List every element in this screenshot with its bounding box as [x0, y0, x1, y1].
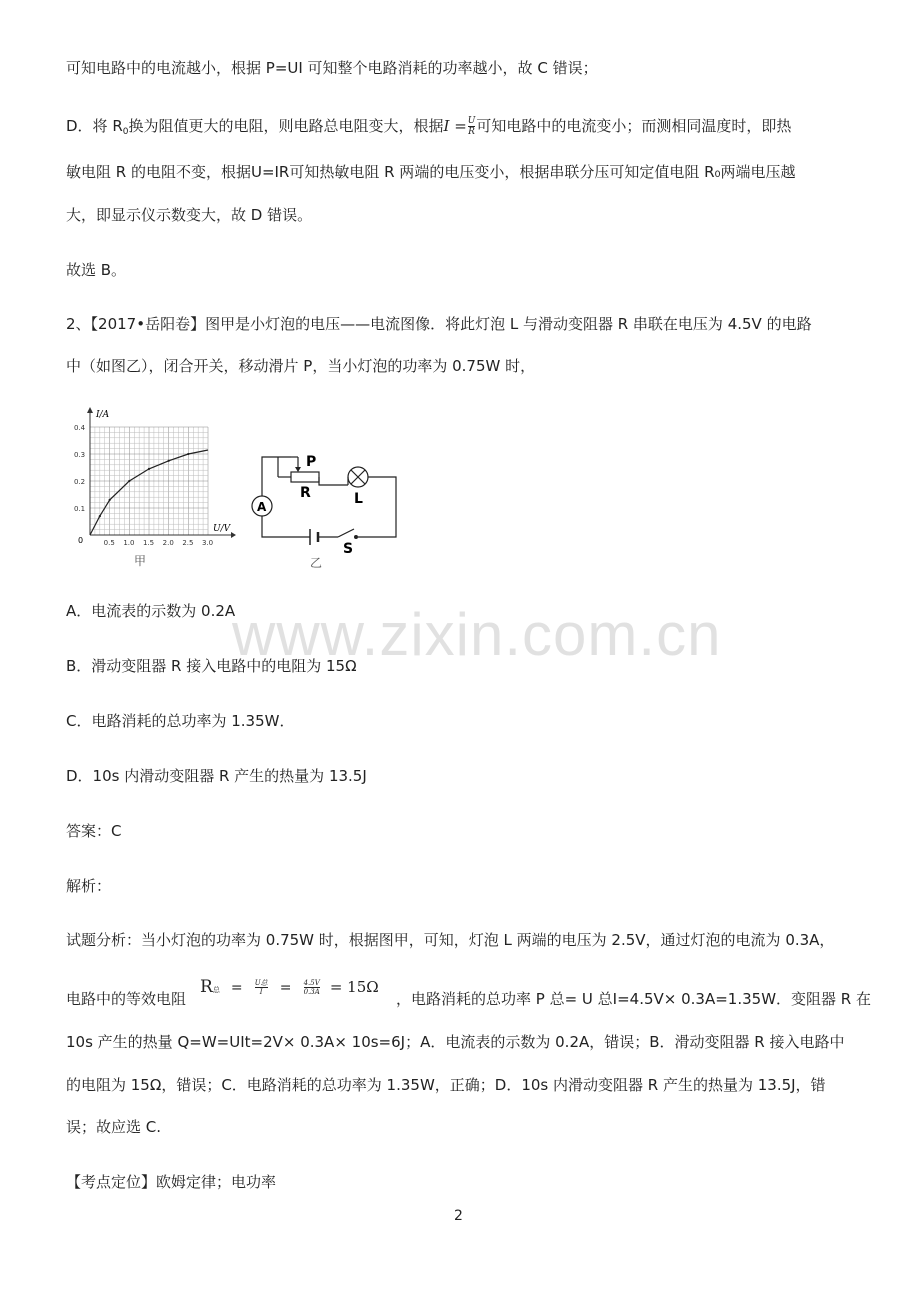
x-axis-arrow — [231, 532, 236, 538]
formula-eq: = — [230, 980, 243, 996]
data-point — [128, 480, 130, 482]
question-2-line-2: 中（如图乙），闭合开关，移动滑片 P，当小灯泡的功率为 0.75W 时， — [66, 357, 536, 375]
x-tick-label: 1.5 — [143, 539, 155, 547]
label-a: A — [257, 500, 267, 514]
y-axis-label: I/A — [96, 410, 110, 420]
page-number: 2 — [454, 1208, 463, 1224]
answer: 答案：C — [66, 822, 122, 840]
formula-frac-1-num: U总 — [254, 979, 268, 987]
x-tick-label: 2.5 — [182, 539, 194, 547]
circuit-diagram — [248, 445, 408, 570]
x-tick-label: 2.0 — [162, 539, 174, 547]
analysis-heading: 解析： — [66, 877, 112, 895]
option-d: D．10s 内滑动变阻器 R 产生的热量为 13.5J — [66, 767, 367, 785]
x-tick-label: 1.0 — [123, 539, 135, 547]
x-axis-label: U/V — [213, 524, 231, 534]
formula-frac-2-den: 0.3A — [303, 988, 320, 996]
origin-label: 0 — [78, 536, 84, 545]
subscript-0: 0 — [122, 127, 129, 137]
wire-rheostat-lamp — [319, 477, 348, 485]
data-point — [99, 515, 101, 517]
formula-frac-2-num: 4.5V — [303, 979, 320, 987]
data-point — [187, 453, 189, 455]
text-line-1: 可知电路中的电流越小，根据 P=UI 可知整个电路消耗的功率越小，故 C 错误； — [66, 59, 598, 77]
fraction-numerator: U — [467, 116, 476, 126]
text-segment: 换为阻值更大的电阻，则电路总电阻变大，根据 — [128, 117, 444, 135]
x-tick-label: 3.0 — [202, 539, 214, 547]
y-tick-label: 0.1 — [74, 505, 86, 513]
iu-graph — [66, 405, 246, 570]
label-p: P — [306, 454, 317, 470]
option-a: A．电流表的示数为 0.2A — [66, 602, 236, 620]
label-r: R — [300, 485, 311, 501]
formula-result: = 15Ω — [329, 978, 379, 996]
key-points: 【考点定位】欧姆定律；电功率 — [66, 1173, 277, 1191]
fraction-u-over-r — [468, 116, 476, 137]
label-s: S — [343, 541, 354, 557]
formula-lhs: I = — [443, 117, 467, 135]
x-tick-label: 0.5 — [103, 539, 115, 547]
analysis-line-1: 试题分析：当小灯泡的功率为 0.75W 时，根据图甲，可知，灯泡 L 两端的电压为 2.5V，通过灯泡的电流为 0.3A， — [66, 931, 835, 949]
option-d-lead: D．将 R — [66, 117, 123, 135]
analysis-line-3: 10s 产生的热量 Q=W=UIt=2V× 0.3A× 10s=6J；A．电流表的示数为 0.2A，错误；B．滑动变阻器 R 接入电路中 — [66, 1033, 845, 1051]
watermark: www.zixin.com.cn — [232, 601, 722, 668]
analysis-line-5: 误；故应选 C. — [66, 1118, 162, 1136]
graph-grid — [90, 427, 208, 535]
question-2-line-1: 2、【2017•岳阳卷】图甲是小灯泡的电压——电流图像．将此灯泡 L 与滑动变阻器 R 串联在电压为 4.5V 的电路 — [66, 315, 812, 333]
option-c: C．电路消耗的总功率为 1.35W． — [66, 712, 295, 730]
wire-left-bottom — [262, 516, 310, 537]
analysis-line-2b: ，电路消耗的总功率 P 总= U 总I=4.5V× 0.3A=1.35W．变阻器 R 在 — [396, 990, 871, 1008]
label-l: L — [354, 491, 363, 507]
option-b: B．滑动变阻器 R 接入电路中的电阻为 15Ω — [66, 657, 357, 675]
formula-eq: = — [279, 980, 292, 996]
switch-s — [338, 529, 354, 537]
text-line-3: 敏电阻 R 的电阻不变，根据U=IR可知热敏电阻 R 两端的电压变小，根据串联分压可知定值电阻 R₀两端电压越 — [66, 163, 796, 181]
text-line-5: 故选 B。 — [66, 261, 127, 279]
data-point — [109, 499, 111, 501]
data-point — [148, 468, 150, 470]
data-point — [168, 460, 170, 462]
text-line-2 — [66, 116, 791, 142]
wire-right — [358, 477, 396, 537]
graph-caption: 甲 — [134, 554, 147, 568]
equivalent-resistance-formula — [200, 977, 379, 997]
fraction-denominator: R — [468, 127, 475, 137]
y-tick-label: 0.2 — [74, 478, 86, 486]
slider-arrow — [295, 467, 301, 472]
formula-r: R — [200, 977, 213, 997]
formula-r-sub: 总 — [212, 986, 220, 994]
y-axis-arrow — [87, 407, 93, 413]
y-tick-label: 0.3 — [74, 451, 86, 459]
formula-frac-2 — [304, 979, 320, 996]
y-tick-label: 0.4 — [74, 424, 86, 432]
text-segment: 可知电路中的电流变小；而测相同温度时，即热 — [476, 117, 792, 135]
analysis-line-2a: 电路中的等效电阻 — [66, 990, 187, 1008]
formula-frac-1-den: I — [259, 988, 263, 996]
text-line-4: 大，即显示仪示数变大，故 D 错误。 — [66, 206, 313, 224]
circuit-caption: 乙 — [310, 556, 323, 570]
rheostat-r — [291, 472, 319, 482]
analysis-line-4: 的电阻为 15Ω，错误；C．电路消耗的总功率为 1.35W，正确；D．10s 内滑动变阻器 R 产生的热量为 13.5J，错 — [66, 1076, 826, 1094]
formula-frac-1 — [255, 979, 268, 996]
